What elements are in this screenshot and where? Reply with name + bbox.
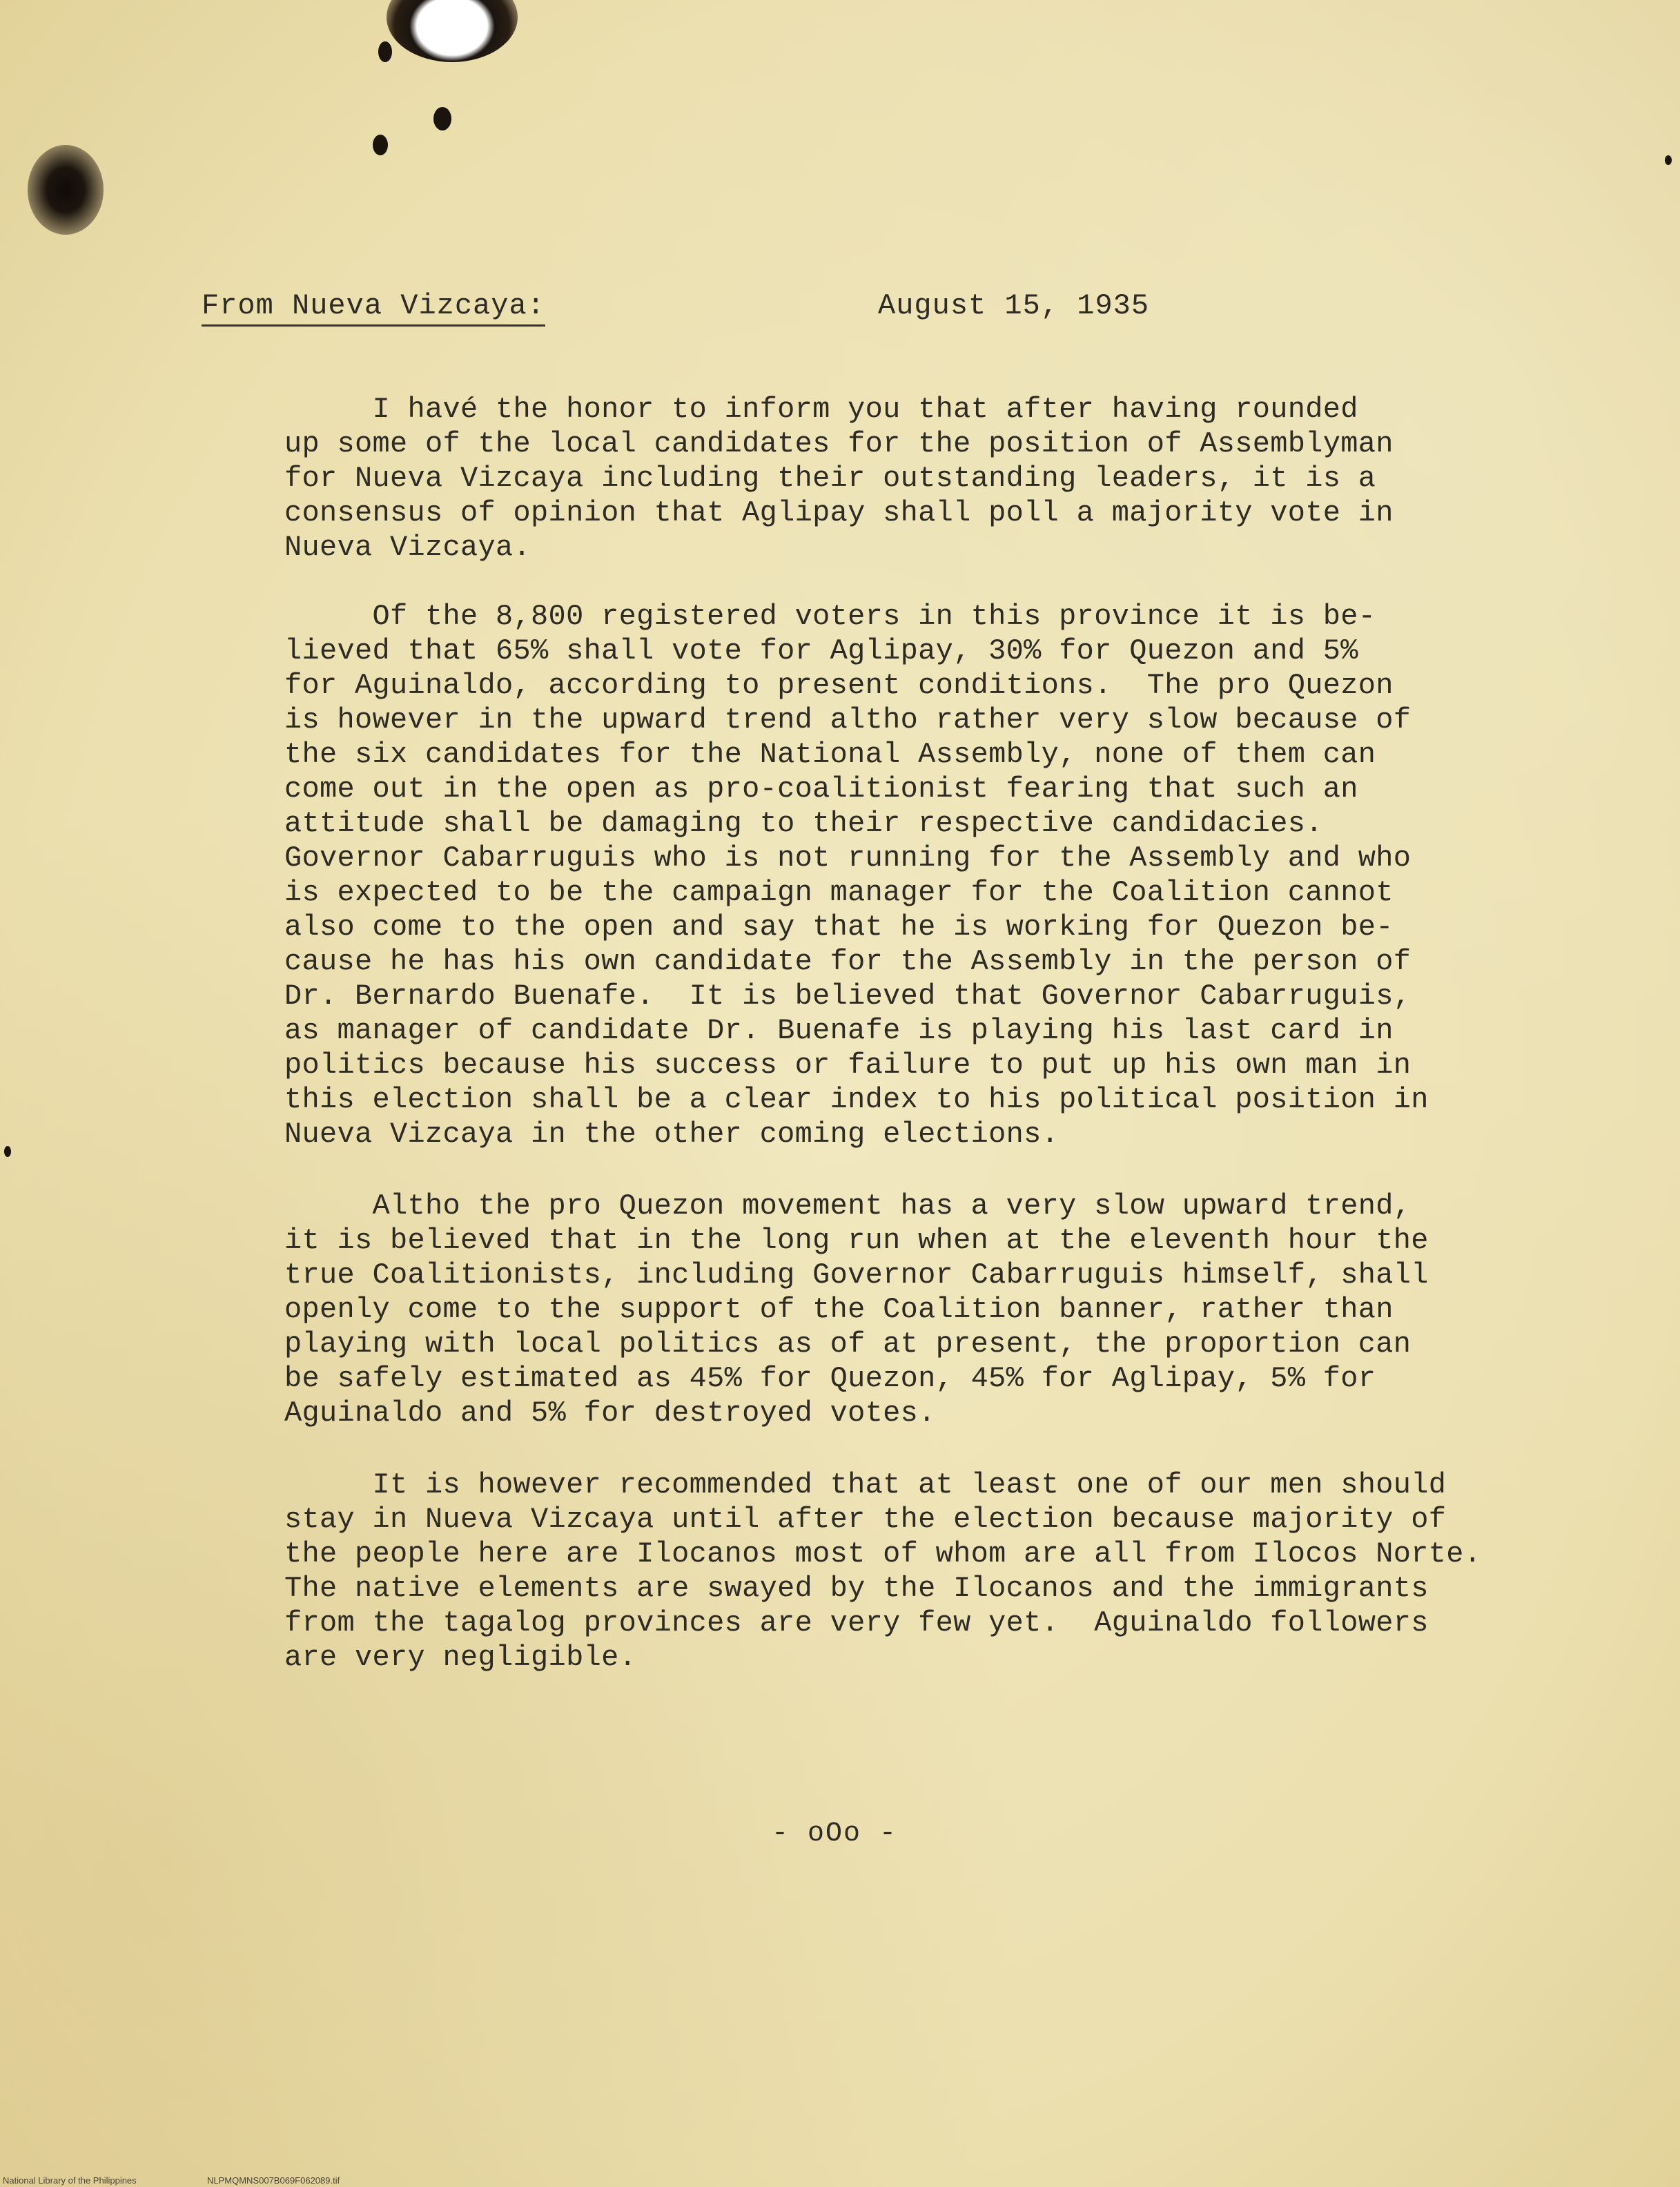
text-line: Governor Cabarruguis who is not running for the Assembly and who [284, 842, 1412, 875]
text-line: from the tagalog provinces are very few yet. Aguinaldo followers [284, 1606, 1429, 1640]
text-line: playing with local politics as of at present, the proportion can [284, 1328, 1412, 1361]
text-line: for Aguinaldo, according to present conditions. The pro Quezon [284, 669, 1394, 702]
ink-spot [373, 135, 388, 155]
text-line: Nueva Vizcaya in the other coming elections. [284, 1118, 1059, 1151]
text-line: Altho the pro Quezon movement has a very slow upward trend, [284, 1189, 1412, 1223]
text-line: consensus of opinion that Aglipay shall poll a majority vote in [284, 496, 1394, 529]
ink-spot [433, 107, 451, 130]
text-line: lieved that 65% shall vote for Aglipay, 30% for Quezon and 5% [284, 634, 1358, 668]
text-line: the people here are Ilocanos most of whom are all from Ilocos Norte. [284, 1537, 1482, 1571]
paragraph-1 [284, 392, 1444, 565]
paragraph-2 [284, 599, 1444, 1151]
text-line: I havé the honor to inform you that after having rounded [284, 393, 1358, 426]
ink-spot [4, 1146, 11, 1157]
text-line: come out in the open as pro-coalitionist fearing that such an [284, 772, 1358, 806]
text-line: are very negligible. [284, 1641, 637, 1674]
text-line: up some of the local candidates for the position of Assemblyman [284, 427, 1394, 460]
library-credit: National Library of the Philippines [3, 2175, 137, 2186]
paragraph-4 [284, 1468, 1482, 1675]
closing-mark: - oOo - [772, 1818, 898, 1849]
text-line: Nueva Vizcaya. [284, 531, 531, 564]
text-line: is however in the upward trend altho rather very slow because of [284, 703, 1412, 737]
text-line: cause he has his own candidate for the Assembly in the person of [284, 945, 1412, 978]
text-line: It is however recommended that at least one of our men should [284, 1468, 1447, 1501]
text-line: true Coalitionists, including Governor Cabarruguis himself, shall [284, 1258, 1429, 1292]
text-line: as manager of candidate Dr. Buenafe is playing his last card in [284, 1014, 1394, 1047]
text-line: Dr. Bernardo Buenafe. It is believed that Governor Cabarruguis, [284, 980, 1412, 1013]
text-line: is expected to be the campaign manager for the Coalition cannot [284, 876, 1394, 909]
letter-date: August 15, 1935 [878, 289, 1150, 322]
ink-spot [378, 41, 392, 62]
letter-origin: From Nueva Vizcaya: [202, 289, 545, 327]
text-line: attitude shall be damaging to their respective candidacies. [284, 807, 1323, 840]
scan-footer [0, 2175, 1680, 2187]
text-line: the six candidates for the National Assembly, none of them can [284, 738, 1376, 771]
text-line: this election shall be a clear index to his political position in [284, 1083, 1429, 1116]
text-line: it is believed that in the long run when at the eleventh hour the [284, 1224, 1429, 1257]
ink-spot [1665, 155, 1672, 165]
text-line: Aguinaldo and 5% for destroyed votes. [284, 1397, 936, 1430]
scan-filename: NLPMQMNS007B069F062089.tif [207, 2175, 340, 2186]
text-line: stay in Nueva Vizcaya until after the election because majority of [284, 1503, 1447, 1536]
burn-mark-top [387, 0, 518, 62]
text-line: The native elements are swayed by the Ilocanos and the immigrants [284, 1572, 1429, 1605]
text-line: Of the 8,800 registered voters in this province it is be- [284, 600, 1376, 633]
text-line: also come to the open and say that he is working for Quezon be- [284, 911, 1394, 944]
text-line: for Nueva Vizcaya including their outstanding leaders, it is a [284, 462, 1376, 495]
text-line: politics because his success or failure to put up his own man in [284, 1049, 1412, 1082]
text-line: be safely estimated as 45% for Quezon, 45% for Aglipay, 5% for [284, 1362, 1376, 1395]
text-line: openly come to the support of the Coalition banner, rather than [284, 1293, 1394, 1326]
burn-mark-left [28, 145, 104, 235]
paragraph-3 [284, 1189, 1444, 1430]
